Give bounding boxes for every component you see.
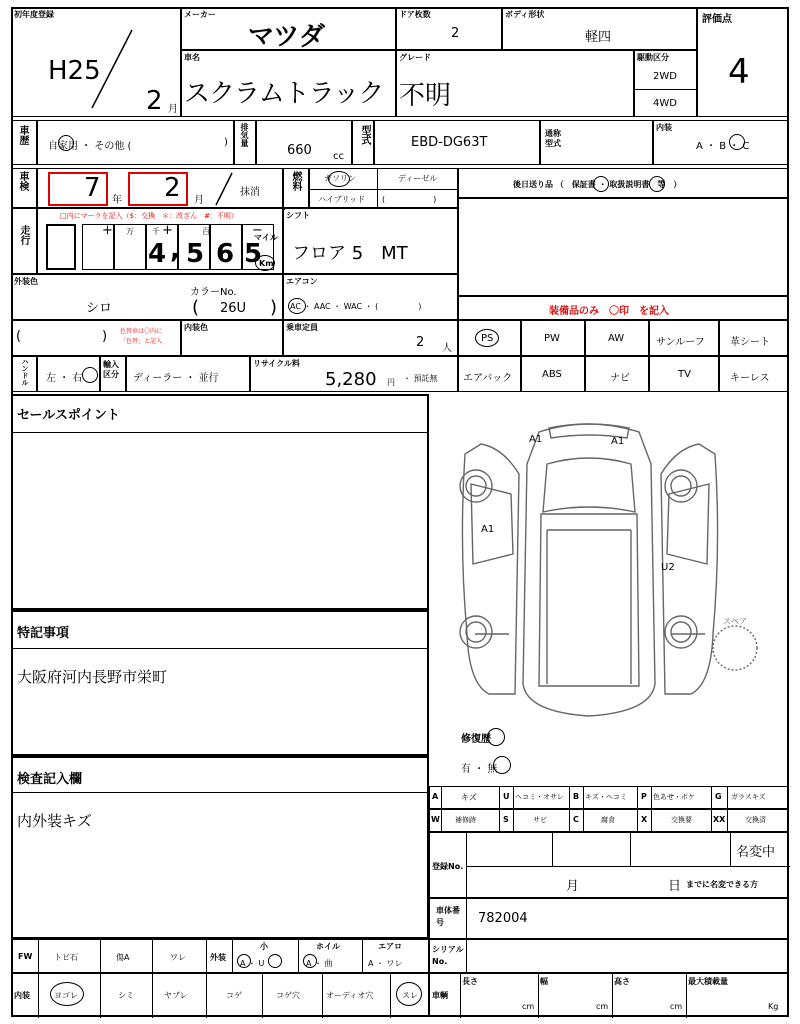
int-wear-circle bbox=[396, 982, 422, 1006]
digit-1: 4 bbox=[148, 239, 167, 269]
equip-header: 装備品のみ 〇印 を記入 bbox=[549, 306, 669, 317]
grade-cell bbox=[396, 50, 634, 117]
equip-keyless-label: キーレス bbox=[730, 373, 770, 384]
equip-leather-label: 革シート bbox=[730, 337, 770, 348]
capacity-unit: 人 bbox=[442, 343, 452, 354]
plus-2: + bbox=[162, 223, 173, 238]
legend-desc: 色あせ・ボケ bbox=[653, 793, 695, 801]
first-reg-label: 初年度登録 bbox=[14, 10, 54, 19]
equip-pw-label: PW bbox=[544, 333, 560, 344]
legend-code: A bbox=[432, 792, 439, 801]
digit-4: 5 bbox=[244, 239, 263, 269]
equip-tv-label: TV bbox=[678, 369, 691, 380]
docs-circle-2 bbox=[649, 176, 665, 192]
first-registration-cell bbox=[11, 7, 181, 117]
shaken-label-cell bbox=[11, 168, 37, 208]
inspection-text: 内外装キズ bbox=[17, 812, 92, 830]
mile-label: マイル bbox=[254, 233, 278, 242]
history-label-cell bbox=[11, 120, 37, 165]
fuel-label-cell bbox=[283, 168, 309, 208]
handle-cell bbox=[37, 356, 100, 392]
legend-code: XX bbox=[713, 815, 726, 824]
inspection-label: 検査記入欄 bbox=[17, 772, 83, 787]
mileage-label-cell bbox=[11, 208, 37, 274]
digit-3: 6 bbox=[216, 239, 235, 269]
carname-label: 車名 bbox=[184, 53, 200, 62]
maker-value: マツダ bbox=[248, 22, 325, 52]
int-item: ヨゴレ bbox=[54, 991, 78, 1000]
reg-month: 月 bbox=[566, 879, 580, 894]
registration-cell bbox=[429, 832, 789, 898]
history-cell bbox=[37, 120, 234, 165]
height-unit: cm bbox=[670, 1002, 683, 1011]
repair-values: 有 ・ 無 bbox=[461, 764, 498, 775]
damage-mark-4: U2 bbox=[661, 562, 675, 573]
reg-label: 登録No. bbox=[432, 862, 464, 871]
gasoline-circle bbox=[328, 171, 350, 187]
unit-10k: 万 bbox=[126, 227, 134, 236]
legend-code: W bbox=[431, 815, 440, 824]
fw-item: トビ石 bbox=[54, 953, 78, 962]
chassis-label: 車体番号 bbox=[436, 906, 460, 927]
legend-desc: 交換要 bbox=[671, 816, 692, 824]
repair-label-circle bbox=[487, 728, 505, 746]
length-label: 長さ bbox=[462, 977, 478, 986]
width-unit: cm bbox=[596, 1002, 609, 1011]
mileage-cell bbox=[37, 208, 283, 274]
equip-ps-label: PS bbox=[481, 333, 494, 344]
int-color-label: 内装色 bbox=[184, 323, 208, 332]
history-circle bbox=[58, 135, 74, 151]
displacement-label: 排気量 bbox=[240, 123, 249, 147]
equip-tv bbox=[649, 356, 719, 392]
chassis-cell bbox=[429, 898, 789, 939]
carname-value: スクラムトラック bbox=[184, 79, 384, 109]
fuel-other: ( ) bbox=[382, 195, 437, 204]
legend-code: C bbox=[573, 815, 579, 824]
grade-label: グレード bbox=[399, 53, 431, 62]
length-unit: cm bbox=[522, 1002, 535, 1011]
sales-label: セールスポイント bbox=[17, 408, 120, 423]
serial-label: シリアルNo. bbox=[432, 945, 464, 966]
doors-value: 2 bbox=[451, 26, 460, 41]
special-label: 特記事項 bbox=[17, 626, 70, 641]
repair-label: 修復歴 bbox=[461, 734, 491, 745]
grade-value: 不明 bbox=[399, 81, 452, 111]
legend-code: G bbox=[715, 792, 722, 801]
special-section bbox=[11, 610, 429, 756]
color-no-value: 26U bbox=[220, 301, 247, 316]
equip-abs-label: ABS bbox=[542, 369, 562, 380]
legend-desc: 補修跡 bbox=[455, 816, 476, 824]
shaken-cell bbox=[37, 168, 283, 208]
recycle-status: ・ 預託無 bbox=[403, 374, 438, 383]
damage-mark-3: A1 bbox=[481, 524, 495, 535]
unit-100: 百 bbox=[202, 227, 210, 236]
recycle-unit: 円 bbox=[387, 378, 395, 387]
mileage-mark-box bbox=[46, 224, 76, 270]
legend-code: U bbox=[503, 792, 510, 801]
equip-airbag-label: エアバック bbox=[463, 373, 513, 384]
capacity-cell bbox=[283, 320, 458, 356]
aero-label: エアロ bbox=[378, 942, 402, 951]
docs-circle-1 bbox=[593, 176, 609, 192]
legend-desc: サビ bbox=[533, 816, 547, 824]
mileage-label: 走行 bbox=[18, 225, 29, 245]
equip-abs bbox=[521, 356, 585, 392]
drive-2wd: 2WD bbox=[653, 71, 677, 82]
ext-label: 外装 bbox=[210, 953, 226, 962]
import-cell bbox=[126, 356, 250, 392]
paren-close: ) bbox=[102, 329, 108, 344]
aircon-cell bbox=[283, 274, 458, 320]
fw-item: ワレ bbox=[170, 953, 186, 962]
legend-desc: キズ・ヘコミ bbox=[585, 793, 627, 801]
handle-label: ハンドル bbox=[21, 358, 29, 386]
legend-table bbox=[429, 786, 789, 832]
legend-code: P bbox=[641, 792, 647, 801]
fw-row bbox=[11, 939, 429, 973]
score-label: 評価点 bbox=[702, 14, 732, 25]
load-unit: Kg bbox=[768, 1002, 779, 1011]
legend-code: X bbox=[641, 815, 648, 824]
repair-none-circle bbox=[493, 756, 511, 774]
legend-desc: ヘコミ・オサレ bbox=[515, 793, 564, 801]
import-label-cell bbox=[100, 356, 126, 392]
displacement-unit: cc bbox=[333, 151, 344, 162]
model-label-cell bbox=[352, 120, 374, 165]
doors-label: ドア枚数 bbox=[399, 10, 431, 19]
ext-color-value: シロ bbox=[86, 301, 113, 316]
body-cell bbox=[502, 7, 697, 50]
history-close: ) bbox=[224, 137, 228, 148]
equip-airbag bbox=[458, 356, 521, 392]
history-value: 自家用 ・ その他 ( bbox=[48, 141, 132, 152]
equip-aw bbox=[585, 320, 649, 356]
equip-leather bbox=[719, 320, 789, 356]
month-unit-2: 月 bbox=[194, 195, 204, 206]
aero-values: A ・ ワレ bbox=[368, 959, 403, 968]
int-item: シミ bbox=[118, 991, 134, 1000]
chassis-no: 782004 bbox=[478, 911, 528, 926]
shaken-label: 車検 bbox=[17, 171, 28, 191]
wheel-values: A ・ 曲 bbox=[306, 959, 333, 968]
equip-sunroof-label: サンルーフ bbox=[656, 337, 705, 348]
int-dirt-circle bbox=[50, 982, 84, 1006]
handle-values: 左 ・ 右 bbox=[46, 373, 83, 384]
handle-label-cell bbox=[11, 356, 37, 392]
history-label: 車歴 bbox=[17, 125, 28, 145]
km-circle bbox=[255, 255, 275, 271]
equip-keyless bbox=[719, 356, 789, 392]
legend-code: S bbox=[503, 815, 509, 824]
equip-navi-label: ナビ bbox=[610, 373, 630, 384]
digit-2: 5 bbox=[186, 239, 205, 269]
car-diagram bbox=[429, 394, 789, 786]
mileage-note: □内にマークを記入（$：交換 ＊：改ざん #：不明） bbox=[60, 212, 238, 220]
width-label: 幅 bbox=[540, 977, 548, 986]
reg-deadline: までに名変できる方 bbox=[686, 880, 758, 889]
body-value: 軽四 bbox=[585, 30, 612, 45]
shift-label: シフト bbox=[286, 211, 310, 220]
maker-label: メーカー bbox=[184, 10, 216, 19]
model-value: EBD-DG63T bbox=[411, 135, 488, 150]
plus-1: + bbox=[102, 223, 113, 238]
ext-color-cell bbox=[11, 274, 283, 320]
doors-cell bbox=[396, 7, 502, 50]
int-color-cell bbox=[181, 320, 283, 356]
car-diagram-area bbox=[429, 394, 789, 786]
legend-desc: 交換済 bbox=[745, 816, 766, 824]
wheel-a-circle bbox=[303, 954, 317, 968]
equip-sunroof bbox=[649, 320, 719, 356]
drive-4wd: 4WD bbox=[653, 98, 677, 109]
shaken-year: 7 bbox=[84, 173, 101, 203]
docs-blank bbox=[458, 198, 789, 296]
small-u-circle bbox=[268, 954, 282, 968]
load-label: 最大積載量 bbox=[688, 977, 728, 986]
small-label: 小 bbox=[260, 942, 268, 951]
ps-circle bbox=[475, 329, 499, 347]
drive-cell bbox=[634, 50, 697, 117]
small-a-circle bbox=[237, 954, 251, 968]
displacement-value: 660 bbox=[287, 143, 312, 158]
interior-cell bbox=[653, 120, 789, 165]
equip-ps bbox=[458, 320, 521, 356]
maker-cell bbox=[181, 7, 396, 50]
int-item: コゲ bbox=[226, 991, 242, 1000]
legend-desc: キズ bbox=[461, 793, 477, 802]
capacity-label: 乗車定員 bbox=[286, 323, 318, 332]
first-reg-month: 2 bbox=[146, 86, 163, 116]
common-model-label: 通称型式 bbox=[545, 129, 561, 148]
digit-comma: , bbox=[170, 235, 180, 265]
common-model-cell bbox=[540, 120, 653, 165]
color-change-note: 色替車は〇内に「色替」と記入 bbox=[120, 328, 163, 345]
int-item: コゲ穴 bbox=[276, 991, 300, 1000]
recycle-value: 5,280 bbox=[325, 369, 377, 390]
int-row bbox=[11, 973, 429, 1017]
carname-cell bbox=[181, 50, 396, 117]
month-unit: 月 bbox=[168, 104, 178, 115]
unit-1k: 千 bbox=[152, 227, 160, 236]
fw-label: FW bbox=[18, 952, 33, 961]
legend-desc: ガラスキズ bbox=[731, 793, 766, 801]
small-values: A ・ U bbox=[240, 959, 265, 968]
size-cell bbox=[429, 973, 789, 1017]
interior-label: 内装 bbox=[656, 123, 672, 132]
docs-label: 後日送り品 （ 保証書 ・ 取扱説明書 等 ） bbox=[513, 180, 682, 189]
sales-section bbox=[11, 394, 429, 610]
legend-desc: 腐食 bbox=[601, 816, 615, 824]
serial-cell bbox=[429, 939, 789, 973]
handle-circle bbox=[82, 367, 98, 383]
shift-cell bbox=[283, 208, 458, 274]
km-label: Km bbox=[259, 259, 274, 268]
model-cell bbox=[374, 120, 540, 165]
damage-mark-2: A1 bbox=[611, 436, 625, 447]
fuel-diesel: ディーゼル bbox=[398, 174, 438, 183]
equip-header-cell bbox=[458, 296, 789, 320]
aircon-circle bbox=[288, 298, 306, 314]
int-item: オーディオ穴 bbox=[326, 991, 374, 1000]
docs-cell bbox=[458, 168, 789, 198]
shaken-month: 2 bbox=[164, 173, 181, 203]
minus: − bbox=[252, 223, 263, 238]
color-no-label: カラーNo. bbox=[190, 287, 237, 298]
aircon-values: AC ・ AAC ・ WAC ・ ( ) bbox=[290, 302, 422, 311]
paren-open: ( bbox=[16, 329, 22, 344]
wheel-label: ホイル bbox=[316, 942, 340, 951]
ext-color-label: 外装色 bbox=[14, 277, 38, 286]
height-label: 高さ bbox=[614, 977, 630, 986]
slash-mark-2 bbox=[210, 169, 240, 209]
color-no-paren-close: ) bbox=[270, 297, 278, 318]
int-item: スレ bbox=[402, 991, 418, 1000]
displacement-cell bbox=[256, 120, 352, 165]
import-label: 輸入区分 bbox=[103, 360, 119, 379]
int-item: ヤブレ bbox=[164, 991, 188, 1000]
body-label: ボディ形状 bbox=[505, 10, 545, 19]
recycle-label: リサイクル料 bbox=[253, 359, 300, 368]
size-label: 車輌 bbox=[432, 991, 448, 1000]
color-change-cell bbox=[11, 320, 181, 356]
legend-code: B bbox=[573, 792, 580, 801]
interior-b-circle bbox=[729, 134, 745, 150]
reg-day: 日 bbox=[668, 879, 682, 894]
import-values: ディーラー ・ 並行 bbox=[133, 373, 219, 384]
massho: 抹消 bbox=[240, 187, 260, 198]
int-label: 内装 bbox=[14, 991, 30, 1000]
inspection-section bbox=[11, 756, 429, 939]
equip-pw bbox=[521, 320, 585, 356]
score-cell bbox=[697, 7, 789, 117]
fuel-cell bbox=[309, 168, 458, 208]
model-label: 型式 bbox=[359, 125, 370, 145]
fuel-gasoline: ガソリン bbox=[324, 174, 356, 183]
spare-label: スペア bbox=[723, 617, 747, 626]
fuel-label: 燃料 bbox=[290, 171, 301, 191]
displacement-label-cell bbox=[234, 120, 256, 165]
interior-grades: A ・ B ・ C bbox=[696, 141, 750, 152]
equip-aw-label: AW bbox=[608, 333, 625, 344]
damage-mark-1: A1 bbox=[529, 434, 543, 445]
equip-navi bbox=[585, 356, 649, 392]
year-unit: 年 bbox=[112, 195, 122, 206]
color-no-paren-open: ( bbox=[192, 297, 200, 318]
first-reg-year: H25 bbox=[48, 56, 101, 86]
name-change: 名変中 bbox=[736, 845, 776, 860]
drive-label: 駆動区分 bbox=[637, 53, 669, 62]
special-text: 大阪府河内長野市栄町 bbox=[17, 668, 168, 686]
score-value: 4 bbox=[728, 52, 750, 92]
fw-item: 傷A bbox=[116, 953, 130, 962]
aircon-label: エアコン bbox=[286, 277, 318, 286]
capacity-value: 2 bbox=[416, 335, 425, 350]
recycle-cell bbox=[250, 356, 458, 392]
shift-value: フロア 5 MT bbox=[292, 243, 408, 264]
fuel-hybrid: ハイブリッド bbox=[318, 195, 366, 204]
